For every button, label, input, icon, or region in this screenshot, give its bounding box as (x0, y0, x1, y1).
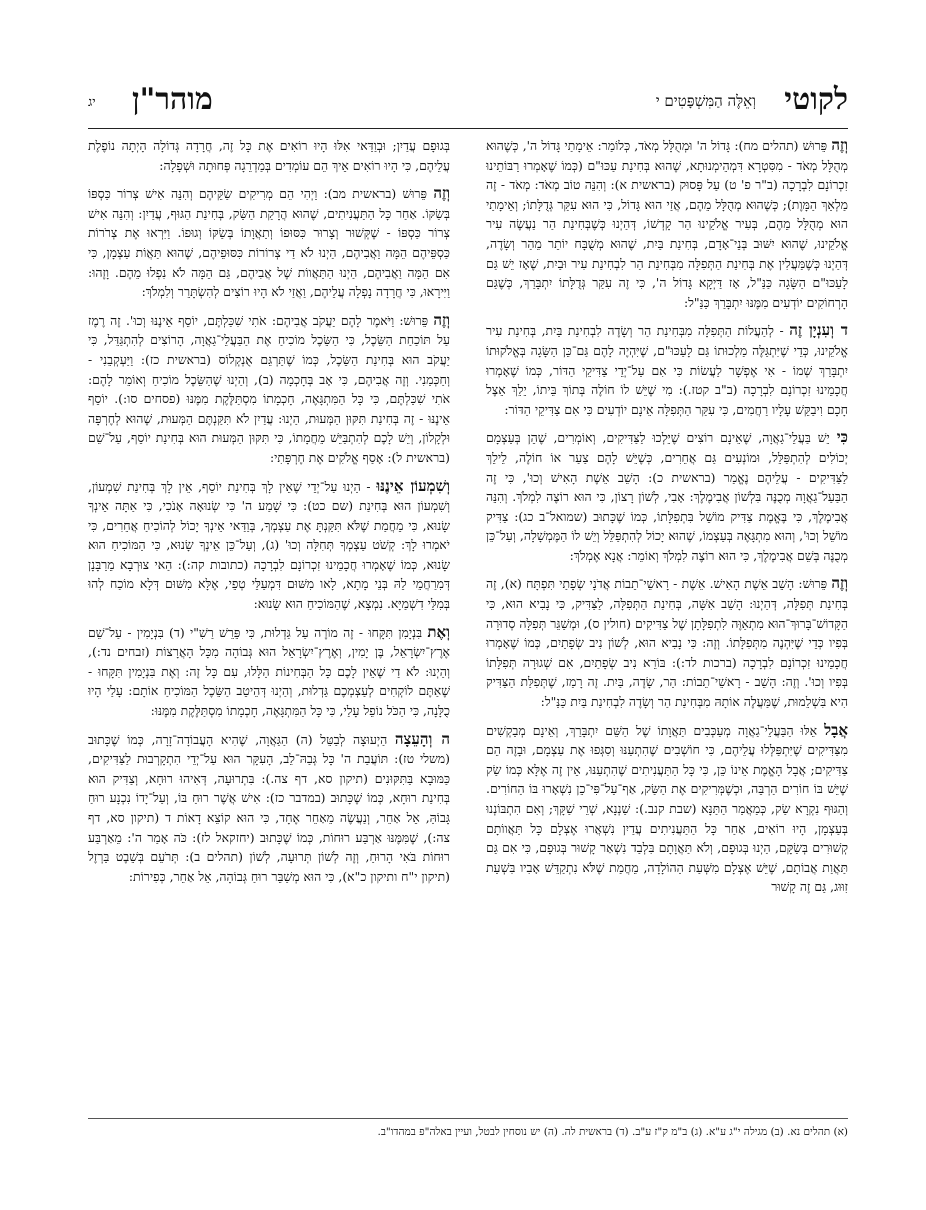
paragraph-text: פֵּרוּשׁ: הָשֵׁב אֵשֶׁת הָאִישׁ. אֵשֶׁת - רָאשֵׁי־תֵבוֹת אֲדֹנָי שְׂפָתַי תִּפְתָּח (א), זֶה בְּחִינַת תְּפִלָּה, דְּהַיְנוּ: הָשֵׁב אִשָּׁה, בְּחִינַת הַתְּפִלָּה, לַצַּדִּיק, כִּי נָבִיא הוּא, כִּי הַקָּדוֹשׁ־בָּרוּךְ־הוּא מִתְאַוֶּה לִתְפִלָּתָן שֶׁל צַדִּיקִים (חולין ס), וּמְשַׁגֵּר תְּפִלָּה סְדוּרָה בְּפִיו כְּדֵי שֶׁיִּהְנֶה מִתְּפִלָּתוֹ. וְזֶה: כִּי נָבִיא הוּא, לְשׁוֹן נִיב שְׂפָתַיִם, כְּמוֹ שֶׁאָמְרוּ חֲכָמֵינוּ זִכְרוֹנָם לִבְרָכָה (ברכות לד:): בּוֹרֵא נִיב שְׂפָתַיִם, אִם שְׁגוּרָה תְּפִלָּתוֹ בְּפִיו וְכוּ'. וְזֶה: הָשֵׁב - רָאשֵׁי־תֵבוֹת: הַר, שָׂדֶה, בַּיִת. זֶה רָמַז, שֶׁתְּפִלַּת הַצַּדִּיק הִיא בִּשְׁלֵמוּת, שֶׁמַּעֲלֶה אוֹתָהּ מִבְּחִינַת הַר וְשָׂדֶה לִבְחִינַת בַּיִת כַּנַּ"ל: (486, 576, 848, 710)
paragraph (88, 184, 450, 302)
page-number: יג (88, 95, 96, 110)
book-title-right: לקוטי (784, 82, 848, 117)
left-column (88, 136, 450, 1116)
header-rule (88, 128, 848, 129)
paragraph (486, 321, 848, 419)
paragraph-lead-word: וְשִׁמְעוֹן אֵינֶנּוּ (376, 476, 450, 495)
paragraph-text: בְּגוּפָם עֲדַיִן; וּבְוַדַּאי אִלּוּ הָיוּ רוֹאִים אֶת כָּל זֶה, חֲרָדָה גְּדוֹלָה הָיְתָה נוֹפֶלֶת עֲלֵיהֶם, כִּי הָיוּ רוֹאִים אֵיךְ הֵם עוֹמְדִים בְּמַדְרֵגָה פְּחוּתָה וּשְׁפָלָה: (88, 138, 450, 173)
paragraph-text: בִּנְיָמִן תִּקָּחוּ - זֶה מוֹרֶה עַל גַּדְלוּת, כִּי פֵּרֵשׁ רַשִׁ"י (ד) בִּנְיָמִין - עַל־שֵׁם אֶרֶץ־יִשְׂרָאֵל, בֶּן יָמִין, וְאֶרֶץ־יִשְׂרָאֵל הוּא גְּבוֹהָה מִכָּל הָאֲרָצוֹת (זבחים נד:), וְהַיְנוּ: לֹא דַי שֶׁאֵין לָכֶם כָּל הַבְּחִינוֹת הַלָּלוּ, עִם כָּל זֶה: וְאֶת בִּנְיָמִין תִּקָּחוּ - שֶׁאַתֶּם לוֹקְחִים לְעַצְמְכֶם גַּדְלוּת, וְהַיְנוּ דְּהֵיטֵב הַשֵּׂכֶל הַמּוֹכִיחַ אוֹתָם: עָלַי הָיוּ כֻלָּנָה, כִּי הַכֹּל נוֹפֵל עָלַי, כִּי כָּל הַמִּתְגָּאֶה, חָכְמָתוֹ מִסְתַּלֶּקֶת מִמֶּנּוּ: (88, 624, 450, 719)
paragraph-lead-word: כִּי (836, 428, 848, 447)
paragraph (88, 730, 450, 887)
paragraph-text: - לְהַעֲלוֹת הַתְּפִלָּה מִבְּחִינַת הַר וְשָׂדֶה לִבְחִינַת בַּיִת, בְּחִינַת עִיר אֱלֹקֵינוּ, כְּדֵי שֶׁיִּתְגַּלֶּה מַלְכוּתוֹ גַּם לָעַכּוּ"ם, שֶׁיִּהְיֶה לָהֶם גַּם־כֵּן הַשָּׂגָה בְּאֱלֹקוּתוֹ יִתְבָּרַךְ שְׁמוֹ - אִי אֶפְשָׁר לַעֲשׂוֹת כִּי אִם עַל־יְדֵי צַדִּיקֵי הַדּוֹר, כְּמוֹ שֶׁאָמְרוּ חֲכָמֵינוּ זִכְרוֹנָם לִבְרָכָה (ב"ב קטז.): מִי שֶׁיֵּשׁ לוֹ חוֹלֶה בְּתוֹךְ בֵּיתוֹ, יֵלֵךְ אֵצֶל חָכָם וִיבַקֵּשׁ עָלָיו רַחֲמִים, כִּי עִקַּר הַתְּפִלָּה אֵינָם יוֹדְעִים כִּי אִם צַדִּיקֵי הַדּוֹר: (486, 323, 848, 417)
paragraph-text: אֵלּוּ הַבַּעֲלֵי־גַאֲוָה מְעַכְּבִים תַּאֲוָתוֹ שֶׁל הַשֵּׁם יִתְבָּרַךְ, וְאֵינָם מְבַקְשִׁים מִצַּדִּיקִים שֶׁיִּתְפַּלְּלוּ עֲלֵיהֶם, כִּי חוֹשְׁבִים שֶׁהִתְעַנּוּ וְסִגְּפוּ אֶת עַצְמָם, וּבָזֶה הֵם צַדִּיקִים; אֲבָל הָאֱמֶת אֵינוֹ כֵּן, כִּי כָּל הַתַּעֲנִיתִים שֶׁהִתְעַנּוּ, אֵין זֶה אֶלָּא כְּמוֹ שַׂק שֶׁיֵּשׁ בּוֹ חוֹרִים הַרְבֵּה, וּכְשֶׁמְּרִיקִים אֶת הַשַּׂק, אַף־עַל־פִּי־כֵן נִשְׁאָרוּ בּוֹ הַחוֹרִים. וְהַגּוּף נִקְרָא שַׂק, כְּמַאֲמַר הַתַּנָּא (שבת קנב.): שַׁנְנָא, שְׁרֵי שַׁקָּךְ; וְאִם הִתְבּוֹנְנוּ בְּעַצְמָן, הָיוּ רוֹאִים, אַחַר כָּל הַתַּעֲנִיתִים עֲדַיִן נִשְׁאֲרוּ אֶצְלָם כָּל תַּאֲווֹתָם קְשׁוּרִים בְּשַׂקָּם, הַיְנוּ בְּגוּפָם, וְלֹא תַּאֲוָתָם בִּלְבַד נִשְׁאַר קָשׁוּר בְּגוּפָם, כִּי אִם גַּם תַּאֲוַת אֲבוֹתָם, שֶׁיֵּשׁ אֶצְלָם מִשְּׁעַת הַהוֹלָדָה, מֵחֲמַת שֶׁלֹּא נִתְקַדֵּשׁ אָבִיו בִּשְׁעַת זִוּוּג, גַּם זֶה קָשׁוּר (486, 722, 848, 895)
paragraph (486, 721, 848, 897)
paragraph-text: פֵּרוּשׁ (בראשית מב): וַיְהִי הֵם מְרִיקִים שַׂקֵּיהֶם וְהִנֵּה אִישׁ צְרוֹר כַּסְפּוֹ בְּשַׂקּוֹ. אַחַר כָּל הַתַּעֲנִיתִים, שֶׁהוּא הֲרָקַת הַשַּׂק, בְּחִינַת הַגּוּף, עֲדַיִן: וְהִנֵּה אִישׁ צְרוֹר כַּסְפּוֹ - שֶׁקְּשׁוּר וְצָרוּר כִּסּוּפוֹ וְתַאֲוָתוֹ בְּשַׂקּוֹ וְגוּפוֹ. וַיִּרְאוּ אֶת צְרֹרוֹת כַּסְפֵּיהֶם הֵמָּה וַאֲבִיהֶם, הַיְנוּ לֹא דַי צְרוֹרוֹת כִּסּוּפֵיהֶם, שֶׁהוּא תַּאֲוֹת עַצְמָן, כִּי אִם הֵמָּה וַאֲבִיהֶם, הַיְנוּ הַתַּאֲווֹת שֶׁל אֲבִיהֶם, גַּם הֵמָּה לֹא נִפְלוּ מֵהֶם. וָזֶהוּ: וַיִּירָאוּ, כִּי חֲרָדָה נָפְלָה עֲלֵיהֶם, וַאֲזַי לֹא הָיוּ רוֹצִים לְהִשְׂתָּרֵר וְלִמְלֹךְ: (88, 186, 450, 300)
paragraph (88, 623, 450, 721)
paragraph (486, 428, 848, 565)
paragraph (88, 477, 450, 614)
paragraph-lead-word: אֲבָל (824, 720, 848, 739)
paragraph (88, 136, 450, 175)
page-header (88, 80, 848, 128)
book-title-left: מוהר"ן (132, 82, 213, 117)
paragraph-lead-word: וְזֶה (433, 184, 450, 203)
paragraph-text: פֵּרוּשׁ (תהלים מח): גָּדוֹל ה' וּמְהֻלָּל מְאֹד, כְּלוֹמַר: אֵימָתַי גָּדוֹל ה', כְּשֶׁהוּא מְהֻלָּל מְאֹד - מִסִּטְרָא דִּמְהֵימְנוּתָא, שֶׁהוּא בְּחִינַת עַכּוּ"ם (כְּמוֹ שֶׁאָמְרוּ רַבּוֹתֵינוּ זִכְרוֹנָם לִבְרָכָה (ב"ר פ' ט) עַל פָּסוּק (בראשית א): וְהִנֵּה טוֹב מְאֹד: מְאֹד - זֶה מַלְאַךְ הַמָּוֶת); כְּשֶׁהוּא מְהֻלָּל מֵהֶם, אֲזַי הוּא גָּדוֹל, כִּי הוּא עִקַּר גְּדֻלָּתוֹ; וְאֵימָתַי הוּא מְהֻלָּל מֵהֶם, בְּעִיר אֱלֹקֵינוּ הַר קָדְשׁוֹ, דְּהַיְנוּ כְּשֶׁבְּחִינַת הַר נַעֲשֶׂה עִיר אֱלֹקֵינוּ, שֶׁהוּא יִשּׁוּב בְּנֵי־אָדָם, בְּחִינַת בַּיִת, שֶׁהוּא מְשֻׁבָּח יוֹתֵר מֵהַר וְשָׂדֶה, דְּהַיְנוּ כְּשֶׁמַּעֲלִין אֶת בְּחִינַת הַתְּפִלָּה מִבְּחִינַת הַר לִבְחִינַת עִיר וּבַיִת, שֶׁאָז יֵשׁ גַּם לָעַכּוּ"ם הַשָּׂגָה כַּנַּ"ל, אָז דַּיְקָא גָּדוֹל ה', כִּי זֶה עִקַּר גְּדֻלָּתוֹ יִתְבָּרַךְ, כְּשֶׁגַּם הָרְחוֹקִים יוֹדְעִים מִמֶּנּוּ יִתְבָּרַךְ כַּנַּ"ל: (486, 138, 848, 310)
paragraph-lead-word: וְזֶה (831, 136, 848, 154)
paragraph-text: פֵּרוּשׁ: וַיֹּאמֶר לָהֶם יַעֲקֹב אֲבִיהֶם: אֹתִי שִׁכַּלְתֶּם, יוֹסֵף אֵינֶנּוּ וְכוּ'. זֶה רֶמֶז עַל תּוֹכַחַת הַשֵּׂכֶל, כִּי הַשֵּׂכֶל מוֹכִיחַ אֶת הַבַּעֲלֵי־גַאֲוָה, הָרוֹצִים לְהִתְגַּדֵּל, כִּי יַעֲקֹב הוּא בְּחִינַת הַשֵּׂכֶל, כְּמוֹ שֶׁתַּרְגֵּם אֻנְקְלוֹס (בראשית כז): וַיַּעְקְבֵנִי - וְחַכְּמַנִי. וְזֶה אֲבִיהֶם, כִּי אָב בְּחָכְמָה (ב), וְהַיְנוּ שֶׁהַשֵּׂכֶל מוֹכִיחַ וְאוֹמֵר לָהֶם: אֹתִי שִׁכַּלְתֶּם, כִּי כָּל הַמִּתְגָּאֶה, חָכְמָתוֹ מִסְתַּלֶּקֶת מִמֶּנּוּ (פסחים סו:). יוֹסֵף אֵינֶנּוּ - זֶה בְּחִינַת תִּקּוּן הַמְּעוּת, הַיְנוּ: עֲדַיִן לֹא תִּקַּנְתֶּם הַמְּעוּת, שֶׁהוּא לְחֶרְפָּה וּלְקָלוֹן, וְיֵשׁ לָכֶם לְהִתְבַּיֵּשׁ מֵחֲמָתוֹ, כִּי תִּקּוּן הַמְּעוּת הוּא בְּחִינַת יוֹסֵף, עַל־שֵׁם (בראשית ל): אָסַף אֱלֹקִים אֶת חֶרְפָּתִי: (88, 312, 450, 465)
paragraph-lead-word: וְזֶה (433, 310, 450, 329)
paragraph-text: - הַיְנוּ עַל־יְדֵי שֶׁאֵין לָךְ בְּחִינַת יוֹסֵף, אֵין לָךְ בְּחִינַת שִׁמְעוֹן, וְשִׁמְעוֹן הוּא בְּחִינַת (שם כט): כִּי שָׁמַע ה' כִּי שְׂנוּאָה אָנֹכִי, כִּי אַתָּה אֵינְךָ שָׂנוּא, כִּי מֵחֲמַת שֶׁלֹּא תִּקַּנְתָּ אֶת עַצְמְךָ, בְּוַדַּאי אֵינְךָ יָכוֹל לְהוֹכִיחַ אֲחֵרִים, כִּי יֹאמְרוּ לָךְ: קְשֹׁט עַצְמְךָ תְּחִלָּה וְכוּ' (ג), וְעַל־כֵּן אֵינְךָ שָׂנוּא, כִּי הַמּוֹכִיחַ הוּא שָׂנוּא, כְּמוֹ שֶׁאָמְרוּ חֲכָמֵינוּ זִכְרוֹנָם לִבְרָכָה (כתובות קה:): הַאי צוּרְבָא מֵרַבָּנָן דְּמִרַחֲמֵי לֵהּ בְּנֵי מָתָא, לָאו מִשּׁוּם דִּמְעַלֵּי טְפֵי, אֶלָּא מִשּׁוּם דְּלָא מוֹכַח לְהוּ בְּמִלֵּי דִשְׁמַיָּא. נִמְצָא, שֶׁהַמּוֹכִיחַ הוּא שָׂנוּא: (88, 478, 450, 612)
paragraph-lead-word: וְזֶה (831, 574, 848, 593)
paragraph (486, 136, 848, 312)
paragraph (88, 311, 450, 468)
paragraph-lead-word: ה וְהָעֵצָה (394, 729, 450, 748)
paragraph-text: יֵשׁ בַּעֲלֵי־גַאֲוָה, שֶׁאֵינָם רוֹצִים שֶׁיֵּלְכוּ לַצַּדִּיקִים, וְאוֹמְרִים, שֶׁהֵן בְּעַצְמָם יְכוֹלִים לְהִתְפַּלֵּל, וּמוֹנְעִים גַּם אֲחֵרִים, כְּשֶׁיֵּשׁ לָהֶם צַעַר אוֹ חוֹלֶה, לֵילֵךְ לַצַּדִּיקִים - עֲלֵיהֶם נֶאֱמַר (בראשית כ): הָשֵׁב אֵשֶׁת הָאִישׁ וְכוּ', כִּי זֶה הַבַּעַל־גַאֲוָה מְכֻנֶּה בִּלְשׁוֹן אֲבִימֶלֶךְ: אָבִי, לְשׁוֹן רָצוֹן, כִּי הוּא רוֹצֶה לִמְלֹךְ. וְהִנֵּה אֲבִימֶלֶךְ, כִּי בֶּאֱמֶת צַדִּיק מוֹשֵׁל בִּתְפִלָּתוֹ, כְּמוֹ שֶׁכָּתוּב (שמואל־ב כג): צַדִּיק מוֹשֵׁל וְכוּ', וְהוּא מִתְגָּאֶה בְּעַצְמוֹ, שֶׁהוּא יָכוֹל לְהִתְפַּלֵּל וְיֵשׁ לוֹ הַמֶּמְשָׁלָה, וְעַל־כֵּן מְכֻנֶּה בְּשֵׁם אֲבִימֶלֶךְ, כִּי הוּא רוֹצֶה לִמְלֹךְ וְאוֹמֵר: אֲנָא אֶמְלֹךְ: (486, 430, 848, 563)
footnote-rule (88, 1118, 848, 1119)
right-column (486, 136, 848, 1116)
paragraph-text: הַיְעוּצָה לְבַטֵּל (ה) הַגַּאֲוָה, שֶׁהִיא הָעֲבוֹדָה־זָרָה, כְּמוֹ שֶׁכָּתוּב (משלי טז): תּוֹעֲבַת ה' כָּל גְּבַהּ־לֵב, הָעִקָּר הוּא עַל־יְדֵי הִתְקָרְבוּת לַצַּדִּיקִים, כַּמּוּבָא בַּתִּקּוּנִים (תיקון סא, דף צה.): בִּתְרוּעָה, דְּאִיהוּ רוּחָא, וְצַדִּיק הוּא בְּחִינַת רוּחָא, כְּמוֹ שֶׁכָּתוּב (במדבר כז): אִישׁ אֲשֶׁר רוּחַ בּוֹ, וְעַל־יָדוֹ נִכְנָע רוּחַ גָּבוֹהַּ, אֵל אַחֵר, וְנַעֲשֶׂה מֵאַחֵר אֶחָד, כִּי הוּא קוֹצֵא דָאוֹת ד (תיקון סא, דף צה:), שֶׁמִּמֶּנּוּ אַרְבַּע רוּחוֹת, כְּמוֹ שֶׁכָּתוּב (יחזקאל לז): כֹּה אָמַר ה': מֵאַרְבַּע רוּחוֹת בֹּאִי הָרוּחַ, וְזֶה לְשׁוֹן תְּרוּעָה, לְשׁוֹן (תהלים ב): תְּרֹעֵם בְּשֵׁבֶט בַּרְזֶל (תיקון י"ח ותיקון כ"א), כִּי הוּא מְשַׁבֵּר רוּחַ גְּבוֹהָה, אֵל אַחֵר, כְּפִירוֹת: (88, 731, 450, 884)
section-subtitle: וְאֵלֶּה הַמִּשְׁפָּטִים י (655, 92, 756, 110)
footnotes: (א) תהלים נא. (ב) מגילה י"ג ע"א. (ג) ב"מ ק"ז ע"ב. (ד) בראשית לה. (ה) יש נוסחין לבטל, ועיין באלה"פ במהדו"ב. (377, 1126, 848, 1138)
paragraph-lead-word: ד וְעִנְיָן זֶה (789, 321, 848, 340)
paragraph (486, 574, 848, 711)
paragraph-lead-word: וְאֶת (427, 622, 450, 641)
